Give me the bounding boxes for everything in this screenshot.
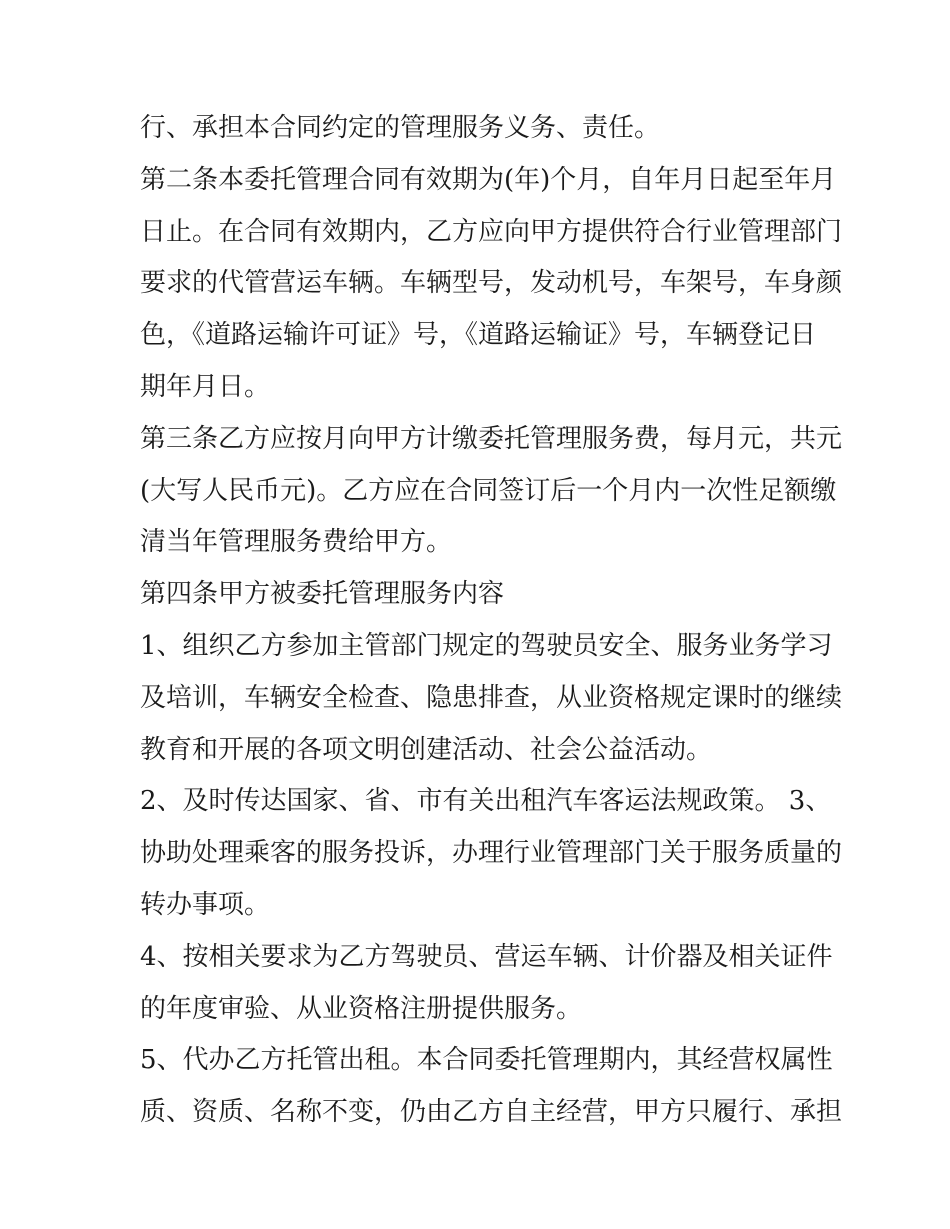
- document-body: [140, 103, 843, 1139]
- text-line: 日止。在合同有效期内，乙方应向甲方提供符合行业管理部门: [140, 216, 843, 247]
- text-line: 及培训，车辆安全检查、隐患排查，从业资格规定课时的继续: [140, 682, 843, 713]
- text-line: 1、组织乙方参加主管部门规定的驾驶员安全、服务业务学习: [140, 630, 833, 661]
- text-line: 5、代办乙方托管出租。本合同委托管理期内，其经营权属性: [140, 1045, 833, 1076]
- text-line: 的年度审验、从业资格注册提供服务。: [140, 993, 583, 1024]
- text-line: 第三条乙方应按月向甲方计缴委托管理服务费，每月元，共元: [140, 423, 843, 454]
- text-line: 色，《道路运输许可证》号，《道路运输证》号，车辆登记日: [140, 320, 817, 351]
- text-line: 2、及时传达国家、省、市有关出租汽车客运法规政策。 3、: [140, 786, 832, 817]
- text-line: 要求的代管营运车辆。车辆型号，发动机号，车架号，车身颜: [140, 268, 843, 299]
- text-line: 第二条本委托管理合同有效期为(年)个月，自年月日起至年月: [140, 164, 837, 195]
- text-line: 行、承担本合同约定的管理服务义务、责任。: [140, 113, 661, 143]
- text-line: 4、按相关要求为乙方驾驶员、营运车辆、计价器及相关证件: [140, 941, 833, 972]
- text-line: 协助处理乘客的服务投诉，办理行业管理部门关于服务质量的: [140, 838, 843, 869]
- text-line: 第四条甲方被委托管理服务内容: [140, 579, 505, 610]
- text-line: 转办事项。: [140, 889, 271, 920]
- text-line: 质、资质、名称不变，仍由乙方自主经营，甲方只履行、承担: [140, 1097, 843, 1128]
- text-line: 教育和开展的各项文明创建活动、社会公益活动。: [140, 734, 713, 765]
- text-line: 期年月日。: [140, 371, 271, 402]
- text-line: 清当年管理服务费给甲方。: [140, 527, 453, 558]
- text-line: (大写人民币元)。乙方应在合同签订后一个月内一次性足额缴: [140, 475, 837, 506]
